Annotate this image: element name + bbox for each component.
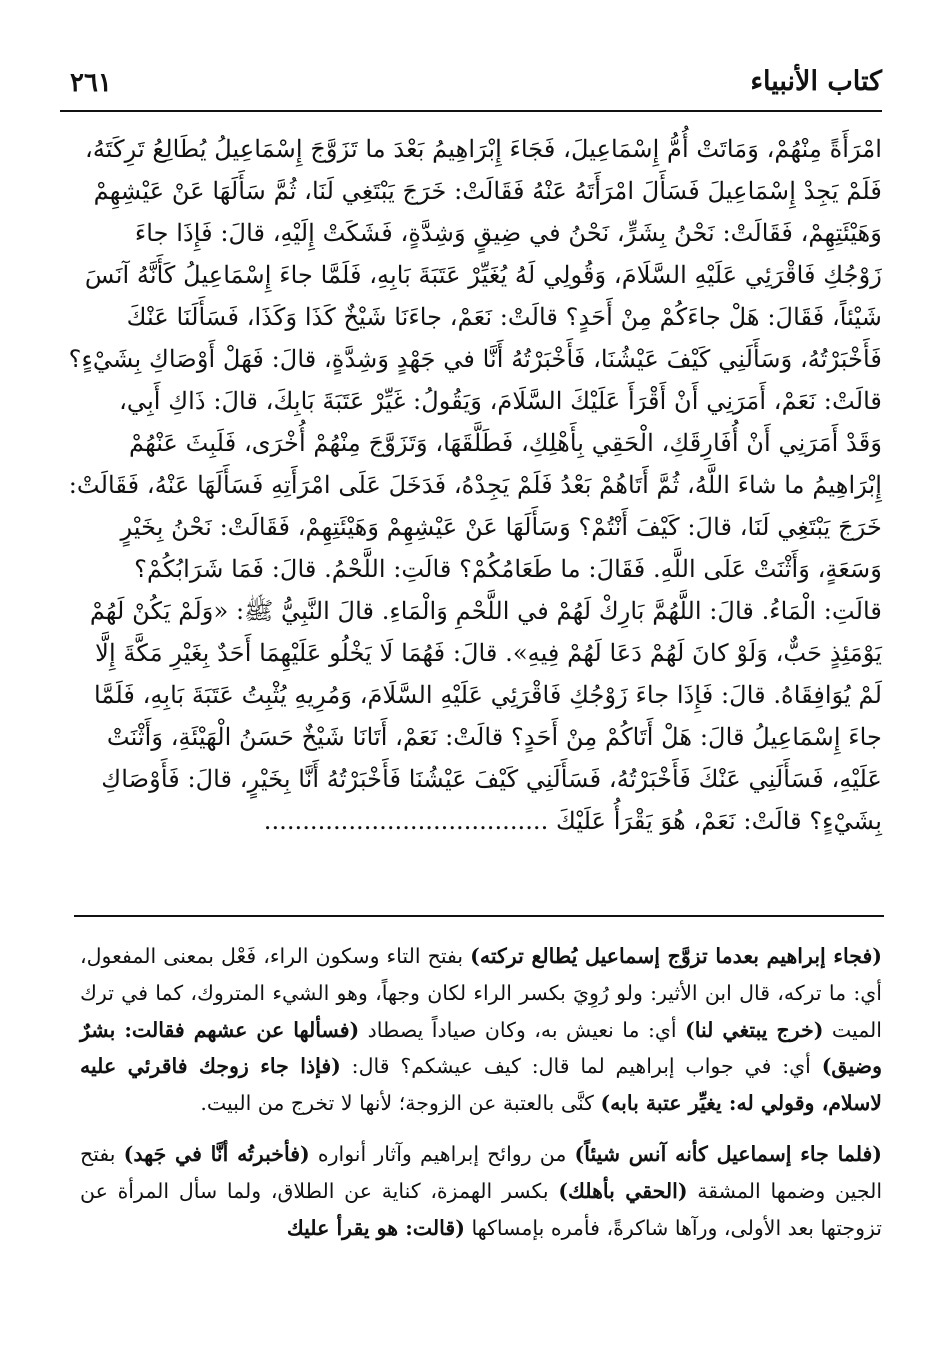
text-line: جاءَ إِسْمَاعِيلُ قالَ: هَلْ أَتَاكُمْ مِنْ أَحَدٍ؟ قالَتْ: نَعَمْ، أَتَانَا شَيْخٌ حَسَنُ الْهَيْئَةِ، وَأَثْنَتْ [106,723,882,751]
text-line: فَأَخْبَرْتُهُ، وَسَأَلَنِي كَيْفَ عَيْشُنَا، فَأَخْبَرْتُهُ أَنَّا في جَهْدٍ وَشِدَّةٍ، قالَ: فَهَلْ أَوْصَاكِ بِشَيْءٍ؟ [68,345,882,373]
text-line: عَلَيْهِ، فَسَأَلَنِي عَنْكَ فَأَخْبَرْتُهُ، فَسَأَلَنِي كَيْفَ عَيْشُنَا فَأَخْبَرْتُهُ أَنَّا بِخَيْرٍ، قالَ: فَأَوْصَاكِ [101,765,882,793]
commentary-text: بفتح الجين وضمها المشقة [80,1141,883,1203]
book-title: كتاب الأنبياء [750,66,882,97]
text-line: خَرَجَ يَبْتَغِي لَنَا، قالَ: كَيْفَ أَنْتُمْ؟ وَسَأَلَهَا عَنْ عَيْشِهِمْ وَهَيْئَتِهِمْ، فَقَالَتْ: نَحْنُ بِخَيْرٍ [120,513,882,541]
commentary-text: من روائح إبراهيم وآثار أنواره [309,1141,575,1166]
text-line: يَوْمَئِذٍ حَبٌّ، وَلَوْ كانَ لَهُمْ دَعَا لَهُمْ فِيهِ». قالَ: فَهُمَا لَا يَخْلُو عَلَيْهِمَا أَحَدٌ بِغَيْرِ مَكَّةَ إِلَّا [95,639,882,667]
page-number: ٢٦١ [70,68,112,98]
commentary-text: أي: ما نعيش به، وكان صياداً يصطاد [359,1017,686,1042]
quoted-phrase: (فلما جاء إسماعيل كأنه آنس شيئاً) [574,1141,882,1166]
footnote-divider [74,915,884,917]
text-line: فَلَمْ يَجِدْ إِسْمَاعِيلَ فَسَأَلَ امْرَأَتَهُ عَنْهُ فَقَالَتْ: خَرَجَ يَبْتَغِي لَنَا، ثُمَّ سَأَلَهَا عَنْ عَيْشِهِمْ [93,177,882,205]
quoted-phrase: (خرج يبتغي لنا) [685,1017,824,1042]
quoted-phrase: (فجاء إبراهيم بعدما تزوَّج إسماعيل يُطالع تركته) [470,944,882,968]
text-line: وَقَدْ أَمَرَنِي أَنْ أُفَارِقَكِ، الْحَقِي بِأَهْلِكِ، فَطَلَّقَهَا، وَتَزَوَّجَ مِنْهُمْ أُخْرَى، فَلَبِثَ عَنْهُمْ [128,429,882,457]
text-line: إِبْرَاهِيمُ ما شاءَ اللَّهُ، ثُمَّ أَتَاهُمْ بَعْدُ فَلَمْ يَجِدْهُ، فَدَخَلَ عَلَى امْرَأَتِهِ فَسَأَلَهَا عَنْهُ، فَقَالَتْ: [68,471,882,499]
text-line: امْرَأَةً مِنْهُمْ، وَمَاتَتْ أُمُّ إِسْمَاعِيلَ، فَجَاءَ إِبْرَاهِيمُ بَعْدَ ما تَزَوَّجَ إِسْمَاعِيلُ يُطَالِعُ تَرِكَتَهُ، [85,135,882,163]
commentary-text: أي: في جواب إبراهيم لما قال: كيف عيشكم؟ قال: [340,1054,822,1079]
text-line: قالَتِ: الْمَاءُ. قالَ: اللَّهُمَّ بَارِكْ لَهُمْ في اللَّحْمِ وَالْمَاءِ. قالَ النَّبِيُّ ﷺ: «وَلَمْ يَكُنْ لَهُمْ [89,597,882,625]
text-line: شَيْئاً، فَقَالَ: هَلْ جاءَكُمْ مِنْ أَحَدٍ؟ قالَتْ: نَعَمْ، جاءَنَا شَيْخٌ كَذَا وَكَذَا، فَسَأَلَنَا عَنْكَ [126,303,882,331]
text-line: بِشَيْءٍ؟ قالَتْ: نَعَمْ، هُوَ يَقْرَأُ عَلَيْكَ ..................................... [263,807,882,835]
commentary [80,938,882,1260]
commentary-paragraph [80,938,882,1122]
text-line: وَسَعَةٍ، وَأَثْنَتْ عَلَى اللَّهِ. فَقَالَ: ما طَعَامُكُمْ؟ قالَتِ: اللَّحْمُ. قالَ: فَمَا شَرَابُكُمْ؟ [134,555,882,583]
quoted-phrase: (فأخبرتُه أنَّا في جَهد) [123,1141,310,1166]
text-line: لَمْ يُوَافِقَاهُ. قالَ: فَإِذَا جاءَ زَوْجُكِ فَاقْرَئِي عَلَيْهِ السَّلَامَ، وَمُرِيهِ يُثْبِتُ عَتَبَةَ بَابِهِ، فَلَمَّا [94,681,882,709]
quoted-phrase: (فسألها عن عشهم فقالت: بشرٌ وضيق) [80,1017,882,1079]
commentary-text: بكسر الهمزة، كناية عن الطلاق، ولما سأل المرأة عن تزوجتها بعد الأولى، ورآها شاكرةً، فأمره بإمساكها [80,1178,882,1240]
quoted-phrase: (قالت: هو يقرأ عليك [286,1215,465,1240]
quoted-phrase: (الحقي بأهلك) [558,1178,688,1203]
page-header [60,60,882,112]
quoted-phrase: (فإذا جاء زوجك فاقرئي عليه لاسلام، وقولي له: يغيِّر عتبة بابه) [80,1054,882,1116]
hadith-text [64,128,882,842]
text-line: وَهَيْئَتِهِمْ، فَقَالَتْ: نَحْنُ بِشَرٍّ، نَحْنُ في ضِيقٍ وَشِدَّةٍ، فَشَكَتْ إِلَيْهِ، قالَ: فَإِذَا جاءَ [134,219,882,247]
commentary-text: بفتح التاء وسكون الراء، فَعْل بمعنى المفعول، أي: ما تركه، قال ابن الأثير: ولو رُوِيَ بكسر الراء لكان وجهاً، وهو الشيء المتروك، كما في ترك الميت [80,944,882,1042]
text-line: زَوْجُكِ فَاقْرَئِي عَلَيْهِ السَّلَامَ، وَقُولِي لَهُ يُغَيِّرْ عَتَبَةَ بَابِهِ، فَلَمَّا جاءَ إِسْمَاعِيلُ كَأَنَّهُ آنَسَ [84,261,882,289]
text-line: قالَتْ: نَعَمْ، أَمَرَنِي أَنْ أَقْرَأَ عَلَيْكَ السَّلَامَ، وَيَقُولُ: غَيِّرْ عَتَبَةَ بَابِكَ، قالَ: ذَاكِ أَبِي، [119,387,882,415]
commentary-text: كنَّى بالعتبة عن الزوجة؛ لأنها لا تخرج من البيت. [200,1091,601,1116]
commentary-paragraph [80,1136,882,1246]
